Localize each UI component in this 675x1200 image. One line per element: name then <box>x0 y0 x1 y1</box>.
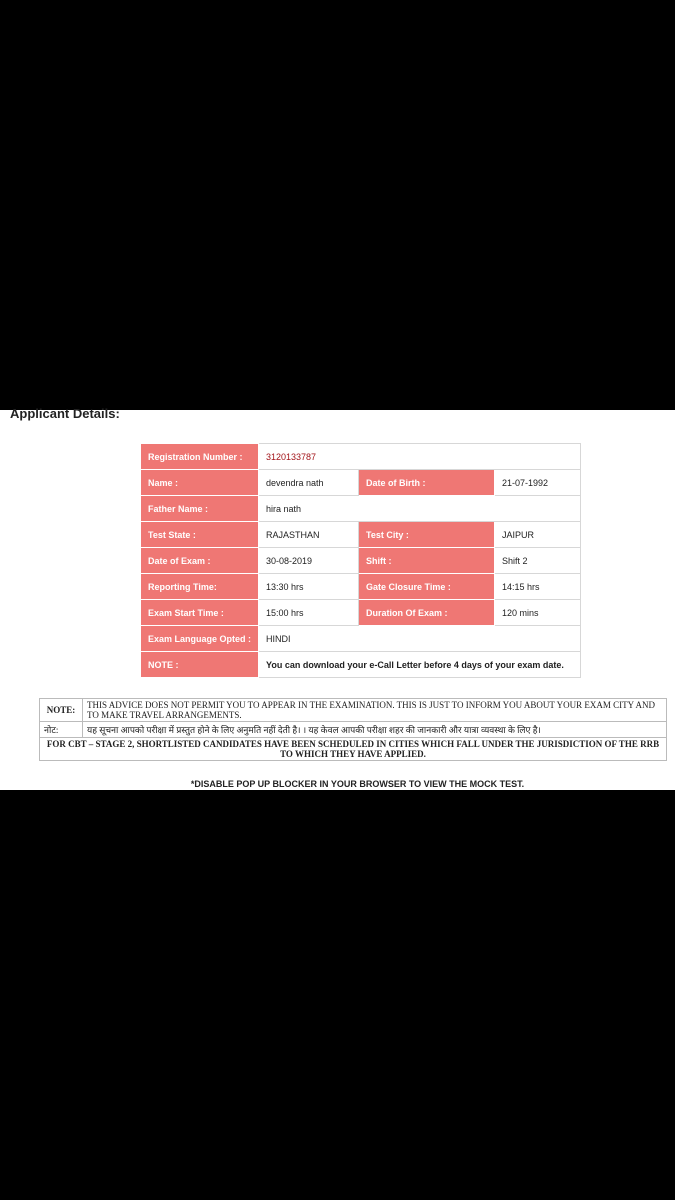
table-row <box>40 738 667 761</box>
duration-label: Duration Of Exam : <box>359 600 495 626</box>
father-name-label: Father Name : <box>141 496 259 522</box>
duration-value: 120 mins <box>495 600 581 626</box>
reporting-time-value: 13:30 hrs <box>259 574 359 600</box>
applicant-details-table <box>140 443 581 678</box>
table-row <box>141 600 581 626</box>
page-heading: Applicant Details: <box>10 406 120 421</box>
table-row <box>141 470 581 496</box>
table-row <box>40 699 667 722</box>
exam-date-value: 30-08-2019 <box>259 548 359 574</box>
note-hi-label: नोट: <box>40 722 83 738</box>
note-en-text: THIS ADVICE DOES NOT PERMIT YOU TO APPEAR IN THE EXAMINATION. THIS IS JUST TO INFORM YOU ABOUT YOUR EXAM CITY AND TO MAKE TRAVEL ARRANGEMENTS. <box>83 699 667 722</box>
shift-value: Shift 2 <box>495 548 581 574</box>
popup-blocker-notice: *DISABLE POP UP BLOCKER IN YOUR BROWSER TO VIEW THE MOCK TEST. <box>190 779 525 789</box>
table-row <box>141 522 581 548</box>
shift-label: Shift : <box>359 548 495 574</box>
note-value: You can download your e-Call Letter before 4 days of your exam date. <box>259 652 581 678</box>
exam-start-value: 15:00 hrs <box>259 600 359 626</box>
table-row <box>40 722 667 738</box>
note-en-label: NOTE: <box>40 699 83 722</box>
name-label: Name : <box>141 470 259 496</box>
table-row <box>141 652 581 678</box>
note-label: NOTE : <box>141 652 259 678</box>
exam-start-label: Exam Start Time : <box>141 600 259 626</box>
registration-value: 3120133787 <box>259 444 581 470</box>
table-row <box>141 496 581 522</box>
document-page <box>0 406 675 790</box>
notes-table <box>39 698 667 761</box>
language-value: HINDI <box>259 626 581 652</box>
gate-closure-value: 14:15 hrs <box>495 574 581 600</box>
father-name-value: hira nath <box>259 496 581 522</box>
gate-closure-label: Gate Closure Time : <box>359 574 495 600</box>
test-state-value: RAJASTHAN <box>259 522 359 548</box>
test-city-label: Test City : <box>359 522 495 548</box>
table-row <box>141 444 581 470</box>
table-row <box>141 548 581 574</box>
dob-value: 21-07-1992 <box>495 470 581 496</box>
exam-date-label: Date of Exam : <box>141 548 259 574</box>
cbt-notice: FOR CBT – STAGE 2, SHORTLISTED CANDIDATES HAVE BEEN SCHEDULED IN CITIES WHICH FALL UNDER THE JURISDICTION OF THE RRB TO WHICH THEY HAVE APPLIED. <box>40 738 667 761</box>
language-label: Exam Language Opted : <box>141 626 259 652</box>
registration-label: Registration Number : <box>141 444 259 470</box>
table-row <box>141 574 581 600</box>
test-city-value: JAIPUR <box>495 522 581 548</box>
name-value: devendra nath <box>259 470 359 496</box>
test-state-label: Test State : <box>141 522 259 548</box>
dob-label: Date of Birth : <box>359 470 495 496</box>
note-hi-text: यह सूचना आपको परीक्षा में प्रस्तुत होने के लिए अनुमति नहीं देती है। । यह केवल आपकी परीक्षा शहर की जानकारी और यात्रा व्यवस्था के लिए है। <box>83 722 667 738</box>
table-row <box>141 626 581 652</box>
reporting-time-label: Reporting Time: <box>141 574 259 600</box>
